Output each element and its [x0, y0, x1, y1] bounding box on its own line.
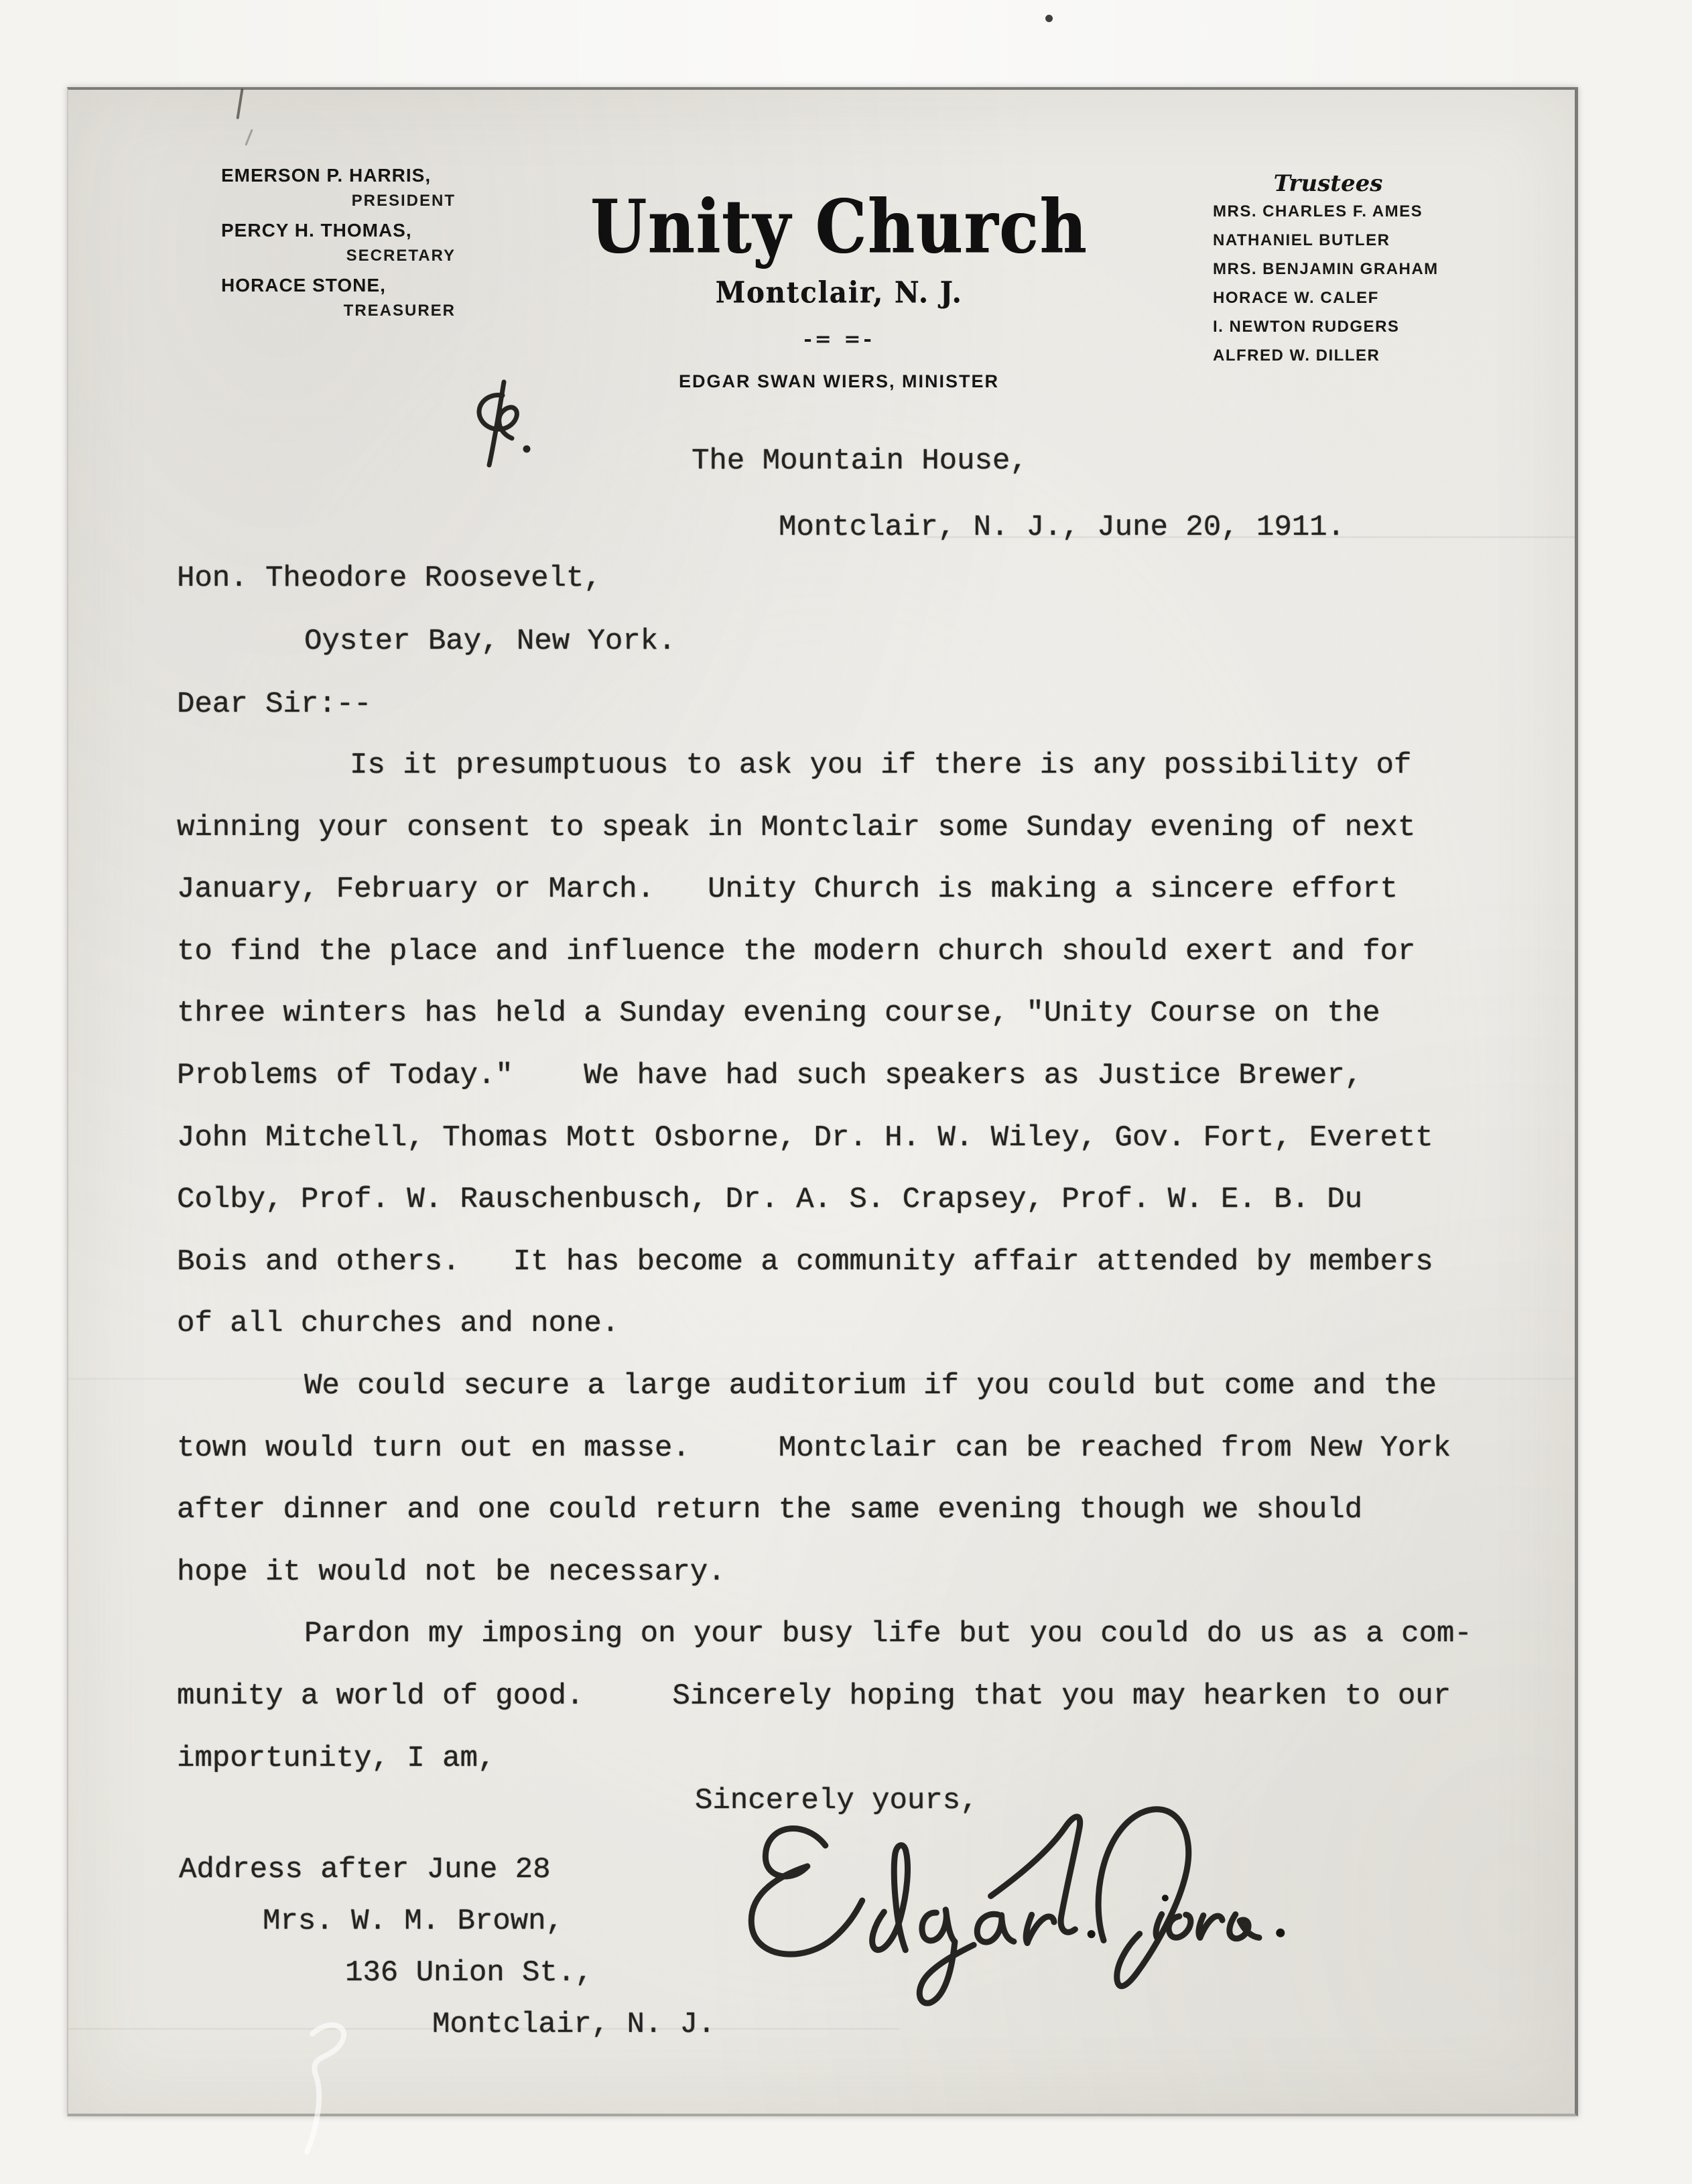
- letterhead-ornament: -= =-: [803, 328, 874, 351]
- letterhead-center-block: [537, 184, 1141, 392]
- body-line: importunity, I am,: [177, 1741, 496, 1775]
- body-line: Pardon my imposing on your busy life but you could do us as a com-: [304, 1617, 1472, 1651]
- address-note-line-3: 136 Union St.,: [345, 1956, 593, 1990]
- embossed-scribble: [269, 2010, 377, 2184]
- recipient-line-1: Hon. Theodore Roosevelt,: [177, 562, 602, 595]
- letter-body: [177, 734, 1490, 1789]
- body-line: three winters has held a Sunday evening course, "Unity Course on the: [177, 997, 1380, 1031]
- trustee-name: I. NEWTON RUDGERS: [1213, 318, 1400, 336]
- scan-speck: [1045, 15, 1053, 22]
- church-name: Unity Church: [590, 184, 1088, 270]
- officer-title: SECRETARY: [346, 247, 456, 265]
- body-line: Colby, Prof. W. Rauschenbusch, Dr. A. S. Crapsey, Prof. W. E. B. Du: [177, 1183, 1363, 1217]
- letter-heading: [692, 428, 1345, 561]
- address-note-line-1: Address after June 28: [179, 1853, 551, 1886]
- recipient-block: [177, 547, 676, 736]
- body-line: Is it presumptuous to ask you if there is any possibility of: [350, 749, 1412, 782]
- address-note-line-4: Montclair, N. J.: [432, 2008, 716, 2041]
- trustee-name: MRS. BENJAMIN GRAHAM: [1213, 260, 1439, 278]
- trustees-header: Trustees: [1273, 170, 1383, 197]
- body-line: winning your consent to speak in Montclair some Sunday evening of next: [177, 810, 1416, 844]
- signature-script: [724, 1777, 1309, 2031]
- trustee-name: NATHANIEL BUTLER: [1213, 231, 1390, 249]
- officer-name: EMERSON P. HARRIS,: [221, 165, 432, 186]
- place-line: The Mountain House,: [692, 444, 1028, 478]
- officer-title: PRESIDENT: [351, 192, 456, 210]
- body-line: munity a world of good. Sincerely hoping that you may hearken to our: [177, 1679, 1451, 1713]
- body-line: Problems of Today." We have had such speakers as Justice Brewer,: [177, 1058, 1363, 1092]
- body-line: Bois and others. It has become a community affair attended by members: [177, 1244, 1433, 1279]
- address-note-line-2: Mrs. W. M. Brown,: [263, 1905, 564, 1938]
- body-line: January, February or March. Unity Church is making a sincere effort: [177, 873, 1398, 907]
- letterhead-officers-block: [221, 162, 456, 327]
- officer-title: TREASURER: [343, 302, 456, 320]
- date-line: Montclair, N. J., June 20, 1911.: [779, 511, 1345, 544]
- trustee-name: ALFRED W. DILLER: [1213, 346, 1380, 365]
- valediction: Sincerely yours,: [695, 1784, 978, 1817]
- trustee-name: MRS. CHARLES F. AMES: [1213, 202, 1423, 220]
- body-line: John Mitchell, Thomas Mott Osborne, Dr. H. W. Wiley, Gov. Fort, Everett: [177, 1120, 1433, 1155]
- paper-tear-mark: [245, 129, 253, 145]
- body-line: after dinner and one could return the same evening though we should: [177, 1493, 1363, 1527]
- body-line: We could secure a large auditorium if you could but come and the: [304, 1368, 1437, 1403]
- officer-entry: [221, 217, 456, 268]
- officer-name: HORACE STONE,: [221, 275, 386, 296]
- trustee-name: HORACE W. CALEF: [1213, 289, 1379, 307]
- letterhead-trustees-block: [1208, 170, 1522, 370]
- officer-entry: [221, 272, 456, 323]
- body-line: to find the place and influence the modern church should exert and for: [177, 934, 1416, 968]
- address-note-block: [179, 1844, 715, 2051]
- body-line: hope it would not be necessary.: [177, 1555, 726, 1589]
- officer-name: PERCY H. THOMAS,: [221, 220, 412, 241]
- church-location: Montclair, N. J.: [715, 275, 963, 310]
- body-line: of all churches and none.: [177, 1307, 620, 1341]
- recipient-line-2: Oyster Bay, New York.: [304, 625, 676, 658]
- paper-tear-mark: [236, 88, 243, 119]
- body-line: town would turn out en masse. Montclair can be reached from New York: [177, 1431, 1451, 1465]
- officer-entry: [221, 162, 456, 213]
- letter-paper: [67, 87, 1578, 2116]
- handwritten-mark: [465, 377, 545, 477]
- salutation: Dear Sir:--: [177, 688, 372, 721]
- minister-line: EDGAR SWAN WIERS, MINISTER: [678, 371, 999, 391]
